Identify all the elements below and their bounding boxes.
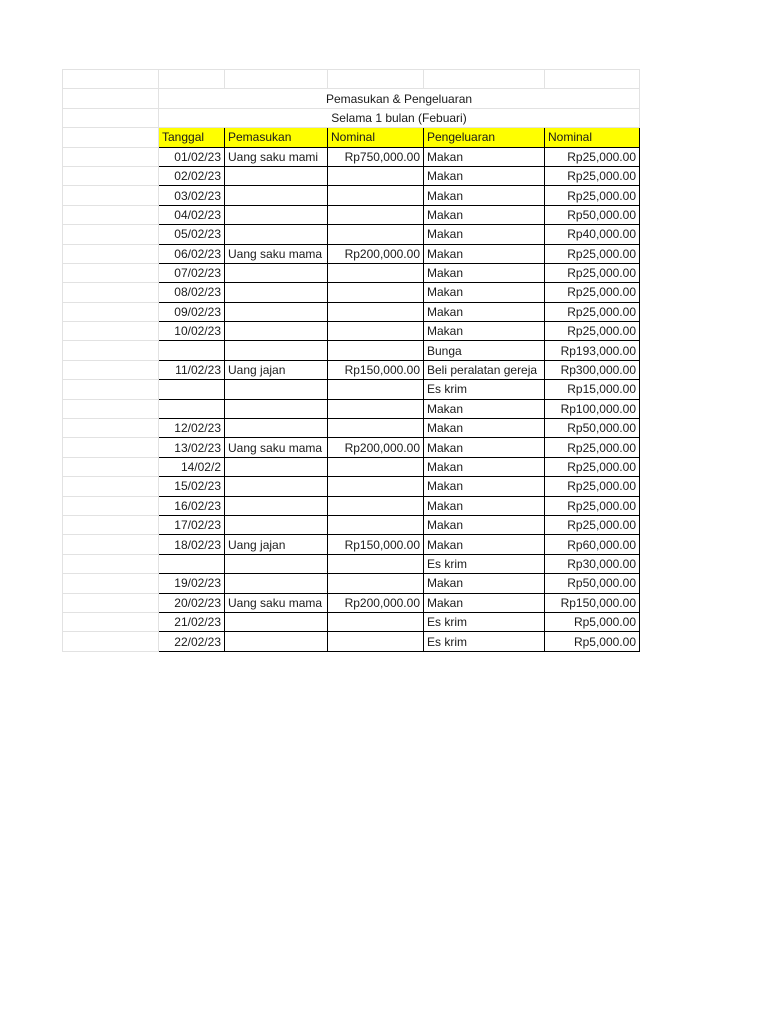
cell-expense-amount[interactable]: Rp25,000.00 [545,477,640,496]
cell-expense-amount[interactable]: Rp25,000.00 [545,438,640,457]
cell[interactable] [63,89,159,108]
cell-expense-item[interactable]: Makan [424,283,545,302]
cell-date[interactable] [159,554,225,573]
cell[interactable] [63,477,159,496]
header-pemasukan[interactable]: Pemasukan [225,128,328,147]
cell-expense-item[interactable]: Makan [424,147,545,166]
cell-expense-amount[interactable]: Rp150,000.00 [545,593,640,612]
title-row [63,89,640,108]
cell-income-source[interactable] [225,496,328,515]
table-row [63,496,640,515]
cell-income-amount[interactable] [328,612,424,631]
cell[interactable] [225,70,328,89]
cell-income-amount[interactable] [328,632,424,651]
cell-income-source[interactable] [225,419,328,438]
cell-income-source[interactable] [225,554,328,573]
table-row [63,515,640,534]
cell[interactable] [63,574,159,593]
cell-date[interactable]: 13/02/23 [159,438,225,457]
cell-income-amount[interactable]: Rp750,000.00 [328,147,424,166]
table-row [63,283,640,302]
cell-income-amount[interactable]: Rp200,000.00 [328,593,424,612]
cell-expense-item[interactable]: Makan [424,515,545,534]
cell-date[interactable]: 05/02/23 [159,225,225,244]
cell[interactable] [63,419,159,438]
cell-expense-amount[interactable]: Rp25,000.00 [545,244,640,263]
cell[interactable] [63,302,159,321]
cell-income-amount[interactable] [328,283,424,302]
cell-expense-item[interactable]: Es krim [424,380,545,399]
table-row [63,166,640,185]
cell-income-source[interactable] [225,341,328,360]
cell-income-amount[interactable] [328,302,424,321]
cell-expense-item[interactable]: Beli peralatan gereja [424,360,545,379]
cell-income-source[interactable] [225,205,328,224]
cell-income-source[interactable]: Uang saku mami [225,147,328,166]
table-row [63,477,640,496]
cell-expense-amount[interactable]: Rp50,000.00 [545,419,640,438]
subtitle-row [63,108,640,127]
cell-income-amount[interactable] [328,574,424,593]
cell[interactable] [63,593,159,612]
table-row [63,186,640,205]
cell-income-source[interactable]: Uang jajan [225,360,328,379]
cell-income-amount[interactable] [328,322,424,341]
cell-expense-item[interactable]: Makan [424,477,545,496]
cell[interactable] [63,147,159,166]
cell-income-source[interactable] [225,380,328,399]
cell[interactable] [63,380,159,399]
cell-date[interactable]: 19/02/23 [159,574,225,593]
cell-income-amount[interactable] [328,166,424,185]
cell[interactable] [63,496,159,515]
cell-expense-item[interactable]: Makan [424,438,545,457]
spreadsheet-table [62,69,640,652]
cell-expense-amount[interactable]: Rp25,000.00 [545,322,640,341]
table-row [63,244,640,263]
table-row [63,302,640,321]
cell-expense-item[interactable]: Makan [424,166,545,185]
cell[interactable] [63,515,159,534]
cell-date[interactable] [159,399,225,418]
cell-expense-item[interactable]: Makan [424,205,545,224]
cell-expense-item[interactable]: Makan [424,263,545,282]
table-row [63,360,640,379]
cell-income-source[interactable]: Uang saku mama [225,438,328,457]
cell-date[interactable] [159,380,225,399]
cell-expense-item[interactable]: Makan [424,535,545,554]
cell-expense-item[interactable]: Es krim [424,612,545,631]
header-row [63,128,640,147]
cell-date[interactable] [159,341,225,360]
cell-expense-amount[interactable]: Rp30,000.00 [545,554,640,573]
cell-date[interactable]: 10/02/23 [159,322,225,341]
cell-expense-amount[interactable]: Rp5,000.00 [545,612,640,631]
cell-expense-amount[interactable]: Rp25,000.00 [545,515,640,534]
cell[interactable] [63,554,159,573]
cell-expense-item[interactable]: Makan [424,593,545,612]
table-row [63,457,640,476]
cell-expense-amount[interactable]: Rp25,000.00 [545,147,640,166]
cell[interactable] [63,341,159,360]
cell-income-amount[interactable] [328,205,424,224]
cell-income-amount[interactable]: Rp150,000.00 [328,360,424,379]
cell-expense-amount[interactable]: Rp5,000.00 [545,632,640,651]
table-row [63,263,640,282]
cell-date[interactable]: 17/02/23 [159,515,225,534]
header-nominal-income[interactable]: Nominal [328,128,424,147]
cell[interactable] [63,632,159,651]
cell-income-source[interactable] [225,632,328,651]
cell[interactable] [63,360,159,379]
cell-date[interactable]: 12/02/23 [159,419,225,438]
cell-income-source[interactable] [225,166,328,185]
cell-date[interactable]: 09/02/23 [159,302,225,321]
cell-income-source[interactable] [225,574,328,593]
cell[interactable] [63,457,159,476]
table-row [63,322,640,341]
cell[interactable] [63,205,159,224]
cell-date[interactable]: 11/02/23 [159,360,225,379]
table-row [63,225,640,244]
header-pengeluaran[interactable]: Pengeluaran [424,128,545,147]
cell-income-source[interactable]: Uang saku mama [225,593,328,612]
cell-date[interactable]: 18/02/23 [159,535,225,554]
cell-date[interactable]: 16/02/23 [159,496,225,515]
table-row [63,399,640,418]
cell[interactable] [63,263,159,282]
cell-expense-amount[interactable]: Rp25,000.00 [545,457,640,476]
table-row [63,632,640,651]
cell-income-source[interactable] [225,263,328,282]
cell-date[interactable]: 14/02/2 [159,457,225,476]
cell-date[interactable]: 07/02/23 [159,263,225,282]
cell-date[interactable]: 20/02/23 [159,593,225,612]
cell[interactable] [63,166,159,185]
table-row [63,554,640,573]
cell[interactable] [63,128,159,147]
cell-income-amount[interactable] [328,496,424,515]
cell[interactable] [63,438,159,457]
cell[interactable] [545,70,640,89]
cell-income-source[interactable]: Uang saku mama [225,244,328,263]
cell[interactable] [63,244,159,263]
cell[interactable] [159,70,225,89]
table-row [63,535,640,554]
cell-income-amount[interactable] [328,263,424,282]
cell[interactable] [63,612,159,631]
sheet-body [63,70,640,652]
header-tanggal[interactable]: Tanggal [159,128,225,147]
cell-expense-amount[interactable]: Rp100,000.00 [545,399,640,418]
cell-income-source[interactable] [225,477,328,496]
cell-date[interactable]: 08/02/23 [159,283,225,302]
cell-expense-item[interactable]: Makan [424,244,545,263]
cell[interactable] [63,535,159,554]
cell-expense-item[interactable]: Makan [424,322,545,341]
table-row [63,593,640,612]
cell-income-amount[interactable]: Rp200,000.00 [328,438,424,457]
cell-income-amount[interactable] [328,341,424,360]
cell-income-amount[interactable] [328,515,424,534]
cell-date[interactable]: 03/02/23 [159,186,225,205]
cell-expense-item[interactable]: Makan [424,399,545,418]
cell-expense-amount[interactable]: Rp25,000.00 [545,283,640,302]
cell-date[interactable]: 01/02/23 [159,147,225,166]
cell-date[interactable]: 02/02/23 [159,166,225,185]
cell[interactable] [63,399,159,418]
cell-income-amount[interactable] [328,399,424,418]
cell-expense-amount[interactable]: Rp25,000.00 [545,496,640,515]
cell[interactable] [63,186,159,205]
table-row [63,147,640,166]
cell[interactable] [63,283,159,302]
cell-expense-amount[interactable]: Rp40,000.00 [545,225,640,244]
cell[interactable] [63,225,159,244]
cell-income-source[interactable]: Uang jajan [225,535,328,554]
cell-date[interactable]: 21/02/23 [159,612,225,631]
header-nominal-expense[interactable]: Nominal [545,128,640,147]
table-row [63,612,640,631]
cell-expense-amount[interactable]: Rp60,000.00 [545,535,640,554]
cell-expense-item[interactable]: Bunga [424,341,545,360]
table-row [63,574,640,593]
sheet-subtitle[interactable]: Selama 1 bulan (Febuari) [159,108,640,127]
cell-expense-amount[interactable]: Rp25,000.00 [545,263,640,282]
cell-date[interactable]: 15/02/23 [159,477,225,496]
cell-expense-amount[interactable]: Rp25,000.00 [545,186,640,205]
cell[interactable] [424,70,545,89]
cell-date[interactable]: 22/02/23 [159,632,225,651]
cell-income-amount[interactable] [328,380,424,399]
cell-expense-item[interactable]: Makan [424,419,545,438]
sheet-title[interactable]: Pemasukan & Pengeluaran [159,89,640,108]
cell-expense-amount[interactable]: Rp50,000.00 [545,205,640,224]
cell-income-amount[interactable] [328,419,424,438]
cell-expense-amount[interactable]: Rp25,000.00 [545,166,640,185]
cell-income-amount[interactable] [328,186,424,205]
cell-income-amount[interactable]: Rp150,000.00 [328,535,424,554]
empty-top-row [63,70,640,89]
cell-income-source[interactable] [225,322,328,341]
cell-date[interactable]: 04/02/23 [159,205,225,224]
cell[interactable] [63,322,159,341]
cell-expense-item[interactable]: Makan [424,496,545,515]
cell-income-amount[interactable] [328,457,424,476]
cell[interactable] [63,70,159,89]
cell-expense-item[interactable]: Makan [424,225,545,244]
table-row [63,380,640,399]
cell-expense-item[interactable]: Makan [424,186,545,205]
cell-expense-amount[interactable]: Rp50,000.00 [545,574,640,593]
cell-expense-amount[interactable]: Rp15,000.00 [545,380,640,399]
cell-expense-amount[interactable]: Rp25,000.00 [545,302,640,321]
cell-expense-amount[interactable]: Rp300,000.00 [545,360,640,379]
cell-income-source[interactable] [225,612,328,631]
cell-date[interactable]: 06/02/23 [159,244,225,263]
cell-income-source[interactable] [225,283,328,302]
cell-income-source[interactable] [225,457,328,476]
table-row [63,419,640,438]
cell-income-amount[interactable] [328,477,424,496]
cell-income-source[interactable] [225,302,328,321]
cell[interactable] [63,108,159,127]
cell-expense-item[interactable]: Es krim [424,554,545,573]
cell-expense-item[interactable]: Es krim [424,632,545,651]
cell-expense-item[interactable]: Makan [424,302,545,321]
table-row [63,205,640,224]
cell[interactable] [328,70,424,89]
cell-income-source[interactable] [225,515,328,534]
cell-income-source[interactable] [225,186,328,205]
table-row [63,438,640,457]
cell-income-source[interactable] [225,225,328,244]
cell-expense-item[interactable]: Makan [424,574,545,593]
table-row [63,341,640,360]
cell-income-source[interactable] [225,399,328,418]
cell-income-amount[interactable]: Rp200,000.00 [328,244,424,263]
cell-expense-item[interactable]: Makan [424,457,545,476]
cell-income-amount[interactable] [328,554,424,573]
cell-expense-amount[interactable]: Rp193,000.00 [545,341,640,360]
cell-income-amount[interactable] [328,225,424,244]
